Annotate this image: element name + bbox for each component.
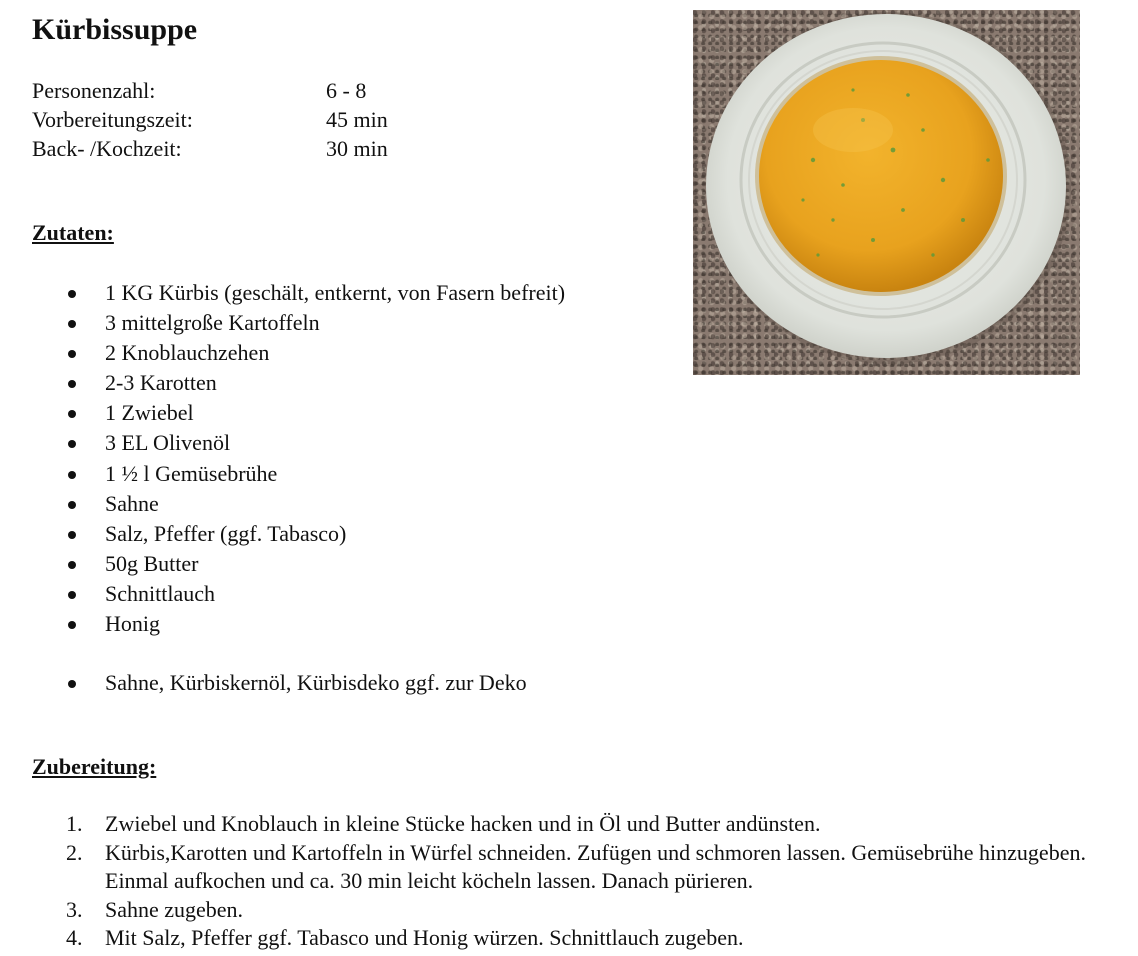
ingredient-text: Schnittlauch [105, 580, 215, 606]
ingredient-text: 2 Knoblauchzehen [105, 340, 270, 366]
ingredient-text: Honig [105, 611, 160, 637]
bullet-icon [68, 410, 76, 418]
recipe-title: Kürbissuppe [32, 13, 198, 46]
step-text: Zwiebel und Knoblauch in kleine Stücke hacken und in Öl und Butter andünsten. [105, 811, 821, 836]
step-text: Sahne zugeben. [105, 896, 244, 922]
bullet-icon [68, 320, 76, 328]
step-number: 4. [66, 925, 83, 950]
step-text: Kürbis,Karotten und Kartoffeln in Würfel schneiden. Zufügen und schmoren lassen. Gemüsebrühe hinzugeben. Einmal aufkochen und ca. 30 min leicht köcheln lassen. Danach pürieren. [105, 839, 1086, 893]
list-item [0, 549, 565, 579]
ingredient-text: 3 EL Olivenöl [105, 430, 231, 456]
bullet-icon [68, 621, 76, 629]
list-item [0, 459, 565, 489]
step-item [0, 896, 1100, 925]
soup-bowl-image [693, 10, 1080, 375]
info-row-vorbereitungszeit [32, 105, 388, 134]
list-item [0, 609, 565, 639]
ingredient-text: Salz, Pfeffer (ggf. Tabasco) [105, 520, 347, 546]
bullet-icon [68, 501, 76, 509]
ingredient-text: 2-3 Karotten [105, 370, 217, 396]
recipe-info [32, 76, 388, 163]
list-item [0, 308, 565, 338]
step-item [0, 839, 1100, 896]
bullet-icon [68, 561, 76, 569]
bullet-icon [68, 471, 76, 479]
info-value: 6 - 8 [326, 78, 367, 103]
ingredient-text: 3 mittelgroße Kartoffeln [105, 310, 320, 336]
soup-photo [693, 10, 1080, 375]
list-item [0, 668, 527, 698]
step-number: 1. [66, 811, 83, 836]
info-value: 45 min [326, 107, 388, 132]
info-value: 30 min [326, 136, 388, 161]
zutaten-heading: Zutaten: [32, 220, 114, 245]
ingredient-text: Sahne, Kürbiskernöl, Kürbisdeko ggf. zur Deko [105, 670, 527, 695]
bullet-icon [68, 531, 76, 539]
list-item [0, 519, 565, 549]
step-item [0, 924, 1100, 953]
ingredient-text: 50g Butter [105, 550, 199, 576]
bullet-icon [68, 350, 76, 358]
bullet-icon [68, 440, 76, 448]
bullet-icon [68, 591, 76, 599]
step-item [0, 810, 1100, 839]
info-label: Back- /Kochzeit: [32, 136, 182, 161]
step-number: 2. [66, 839, 83, 865]
list-item [0, 368, 565, 398]
bullet-icon [68, 380, 76, 388]
bullet-icon [68, 290, 76, 298]
list-item [0, 489, 565, 519]
list-item [0, 338, 565, 368]
step-number: 3. [66, 896, 83, 922]
ingredient-text: 1 KG Kürbis (geschält, entkernt, von Fasern befreit) [105, 280, 566, 305]
ingredient-list [0, 278, 565, 639]
info-row-personenzahl [32, 76, 388, 105]
list-item [0, 398, 565, 428]
list-item [0, 428, 565, 458]
step-text: Mit Salz, Pfeffer ggf. Tabasco und Honig würzen. Schnittlauch zugeben. [105, 925, 744, 950]
ingredient-text: 1 ½ l Gemüsebrühe [105, 460, 278, 486]
list-item [0, 579, 565, 609]
bullet-icon [68, 680, 76, 688]
ingredient-text: 1 Zwiebel [105, 400, 194, 426]
deko-list [0, 668, 527, 698]
zubereitung-heading: Zubereitung: [32, 754, 157, 779]
ingredient-text: Sahne [105, 490, 159, 516]
info-label: Vorbereitungszeit: [32, 107, 193, 132]
info-label: Personenzahl: [32, 78, 156, 103]
list-item [0, 278, 565, 308]
preparation-steps [0, 810, 1100, 953]
info-row-kochzeit [32, 134, 388, 163]
